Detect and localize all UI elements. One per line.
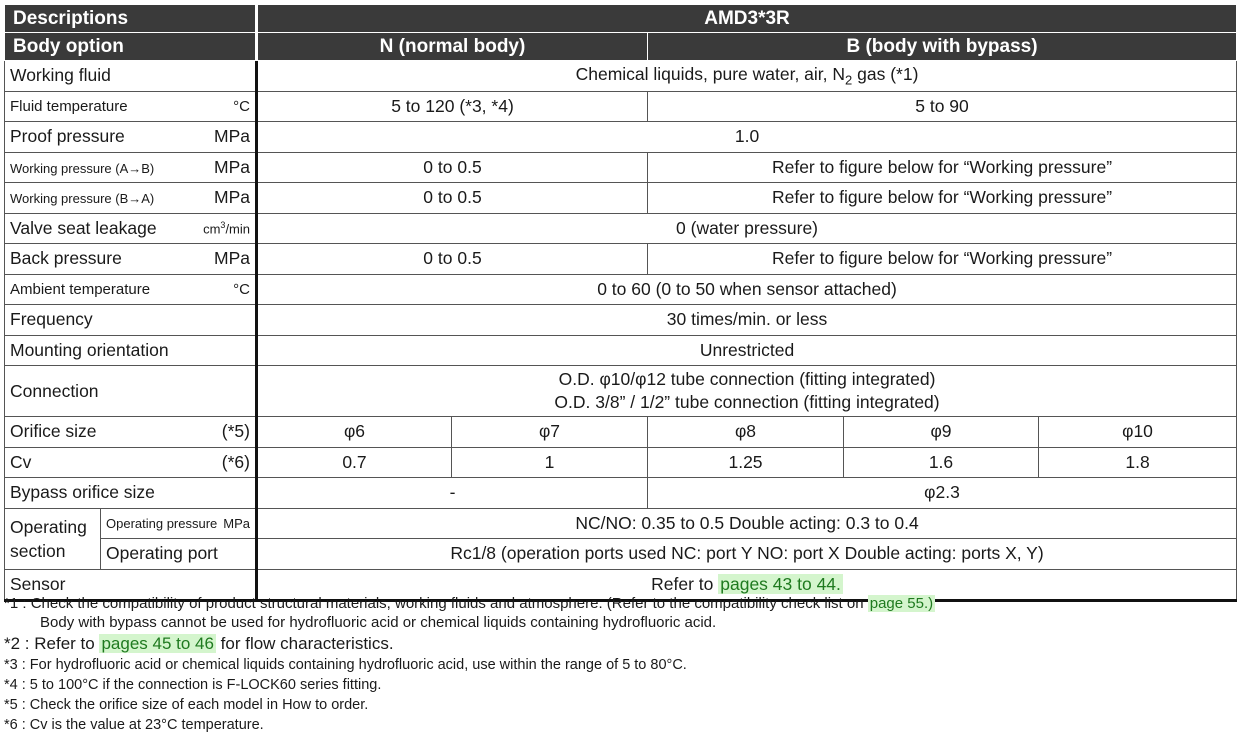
spec-table — [4, 4, 1237, 602]
frequency-label: Frequency — [5, 305, 257, 336]
connection-line-1: O.D. φ10/φ12 tube connection (fitting integrated) — [558, 369, 936, 389]
working-pressure-ab-bypass: Refer to figure below for “Working pressure” — [648, 152, 1237, 183]
proof-pressure-label: Proof pressure — [10, 126, 125, 147]
operating-port-value: Rc1/8 (operation ports used NC: port Y NO: port X Double acting: ports X, Y) — [257, 539, 1237, 570]
working-pressure-ab-unit: MPa — [214, 156, 250, 177]
fluid-temperature-bypass: 5 to 90 — [648, 91, 1237, 122]
orifice-size-value: φ10 — [1039, 417, 1237, 448]
row-valve-seat-leakage — [5, 213, 1237, 244]
operating-section-label: Operating section — [5, 508, 101, 569]
operating-port-label: Operating port — [101, 539, 257, 570]
row-proof-pressure — [5, 122, 1237, 153]
ambient-temperature-unit: °C — [233, 280, 250, 298]
body-option-header: Body option — [5, 33, 257, 61]
working-fluid-value: Chemical liquids, pure water, air, $N_2$ gas (*1) — [257, 61, 1237, 92]
cv-note: (*6) — [221, 451, 250, 472]
back-pressure-label: Back pressure — [10, 248, 122, 269]
row-operating-port — [5, 539, 1237, 570]
proof-pressure-value: 1.0 — [257, 122, 1237, 153]
cv-value: 0.7 — [257, 447, 452, 478]
operating-pressure-unit: MPa — [223, 515, 250, 531]
working-fluid-label: Working fluid — [10, 65, 111, 86]
valve-seat-leakage-value: 0 (water pressure) — [257, 213, 1237, 244]
descriptions-header: Descriptions — [5, 5, 257, 33]
row-ambient-temperature — [5, 274, 1237, 305]
mounting-orientation-value: Unrestricted — [257, 335, 1237, 366]
bypass-orifice-size-bypass: φ2.3 — [648, 478, 1237, 509]
sensor-pages-link[interactable]: pages 43 to 44. — [720, 573, 841, 594]
row-cv — [5, 447, 1237, 478]
connection-label: Connection — [5, 366, 257, 417]
row-working-fluid — [5, 61, 1237, 92]
connection-value — [257, 366, 1237, 417]
ambient-temperature-label: Ambient temperature — [10, 280, 151, 298]
working-pressure-ba-normal: 0 to 0.5 — [257, 183, 648, 214]
valve-seat-leakage-label: Valve seat leakage — [10, 217, 157, 238]
row-connection — [5, 366, 1237, 417]
orifice-size-label: Orifice size — [10, 421, 97, 442]
header-row-descriptions — [5, 5, 1237, 33]
fluid-temperature-label: Fluid temperature — [10, 97, 128, 115]
footnote-3: *3 : For hydrofluoric acid or chemical liquids containing hydrofluoric acid, use within the range of 5 to 80°C. — [4, 657, 687, 673]
footnote-6: *6 : Cv is the value at 23°C temperature. — [4, 717, 264, 733]
footnote-1: *1 : Check the compatibility of product structural materials, working fluids and atmosphere. (Refer to the compatibility check list on page 55.) — [4, 595, 934, 612]
row-working-pressure-ba — [5, 183, 1237, 214]
mounting-orientation-label: Mounting orientation — [5, 335, 257, 366]
bypass-body-header: B (body with bypass) — [648, 33, 1237, 61]
row-bypass-orifice-size — [5, 478, 1237, 509]
row-orifice-size — [5, 417, 1237, 448]
row-back-pressure — [5, 244, 1237, 275]
header-row-body-option — [5, 33, 1237, 61]
cv-value: 1.25 — [648, 447, 844, 478]
orifice-size-value: φ9 — [844, 417, 1039, 448]
row-working-pressure-ab — [5, 152, 1237, 183]
working-pressure-ab-normal: 0 to 0.5 — [257, 152, 648, 183]
valve-seat-leakage-unit: $cm^3/\min$ — [203, 220, 250, 237]
bypass-orifice-size-label: Bypass orifice size — [5, 478, 257, 509]
sensor-label: Sensor — [5, 569, 257, 601]
working-pressure-ab-label: Working pressure (A→B) — [10, 160, 155, 176]
bypass-orifice-size-normal: - — [257, 478, 648, 509]
model-header: AMD3*3R — [257, 5, 1237, 33]
working-pressure-ba-unit: MPa — [214, 187, 250, 208]
connection-line-2: O.D. 3/8” / 1/2” tube connection (fitting integrated) — [554, 392, 940, 412]
cv-value: 1.6 — [844, 447, 1039, 478]
footnote-2: *2 : Refer to pages 45 to 46 for flow characteristics. — [4, 634, 394, 653]
orifice-size-value: φ6 — [257, 417, 452, 448]
footnote-5: *5 : Check the orifice size of each model in How to order. — [4, 697, 369, 713]
frequency-value: 30 times/min. or less — [257, 305, 1237, 336]
pages-45-46-link[interactable]: pages 45 to 46 — [101, 634, 214, 653]
fluid-temperature-normal: 5 to 120 (*3, *4) — [257, 91, 648, 122]
footnotes — [4, 594, 1234, 735]
orifice-size-value: φ7 — [452, 417, 648, 448]
footnote-1-continued: Body with bypass cannot be used for hydrofluoric acid or chemical liquids containing hydrofluoric acid. — [40, 614, 717, 631]
back-pressure-normal: 0 to 0.5 — [257, 244, 648, 275]
orifice-size-note: (*5) — [221, 421, 250, 442]
footnote-4: *4 : 5 to 100°C if the connection is F-LOCK60 series fitting. — [4, 677, 382, 693]
operating-pressure-value: NC/NO: 0.35 to 0.5 Double acting: 0.3 to 0.4 — [257, 508, 1237, 539]
cv-label: Cv — [10, 451, 32, 472]
fluid-temperature-unit: °C — [233, 97, 250, 115]
row-fluid-temperature — [5, 91, 1237, 122]
page-55-link[interactable]: page 55.) — [869, 595, 934, 612]
sensor-value: Refer to pages 43 to 44. — [257, 569, 1237, 601]
orifice-size-value: φ8 — [648, 417, 844, 448]
back-pressure-bypass: Refer to figure below for “Working pressure” — [648, 244, 1237, 275]
row-operating-pressure — [5, 508, 1237, 539]
cv-value: 1.8 — [1039, 447, 1237, 478]
normal-body-header: N (normal body) — [257, 33, 648, 61]
cv-value: 1 — [452, 447, 648, 478]
operating-pressure-label: Operating pressure — [106, 515, 218, 531]
row-mounting-orientation — [5, 335, 1237, 366]
working-pressure-ba-bypass: Refer to figure below for “Working pressure” — [648, 183, 1237, 214]
ambient-temperature-value: 0 to 60 (0 to 50 when sensor attached) — [257, 274, 1237, 305]
back-pressure-unit: MPa — [214, 248, 250, 269]
proof-pressure-unit: MPa — [214, 126, 250, 147]
row-frequency — [5, 305, 1237, 336]
working-pressure-ba-label: Working pressure (B→A) — [10, 191, 155, 207]
